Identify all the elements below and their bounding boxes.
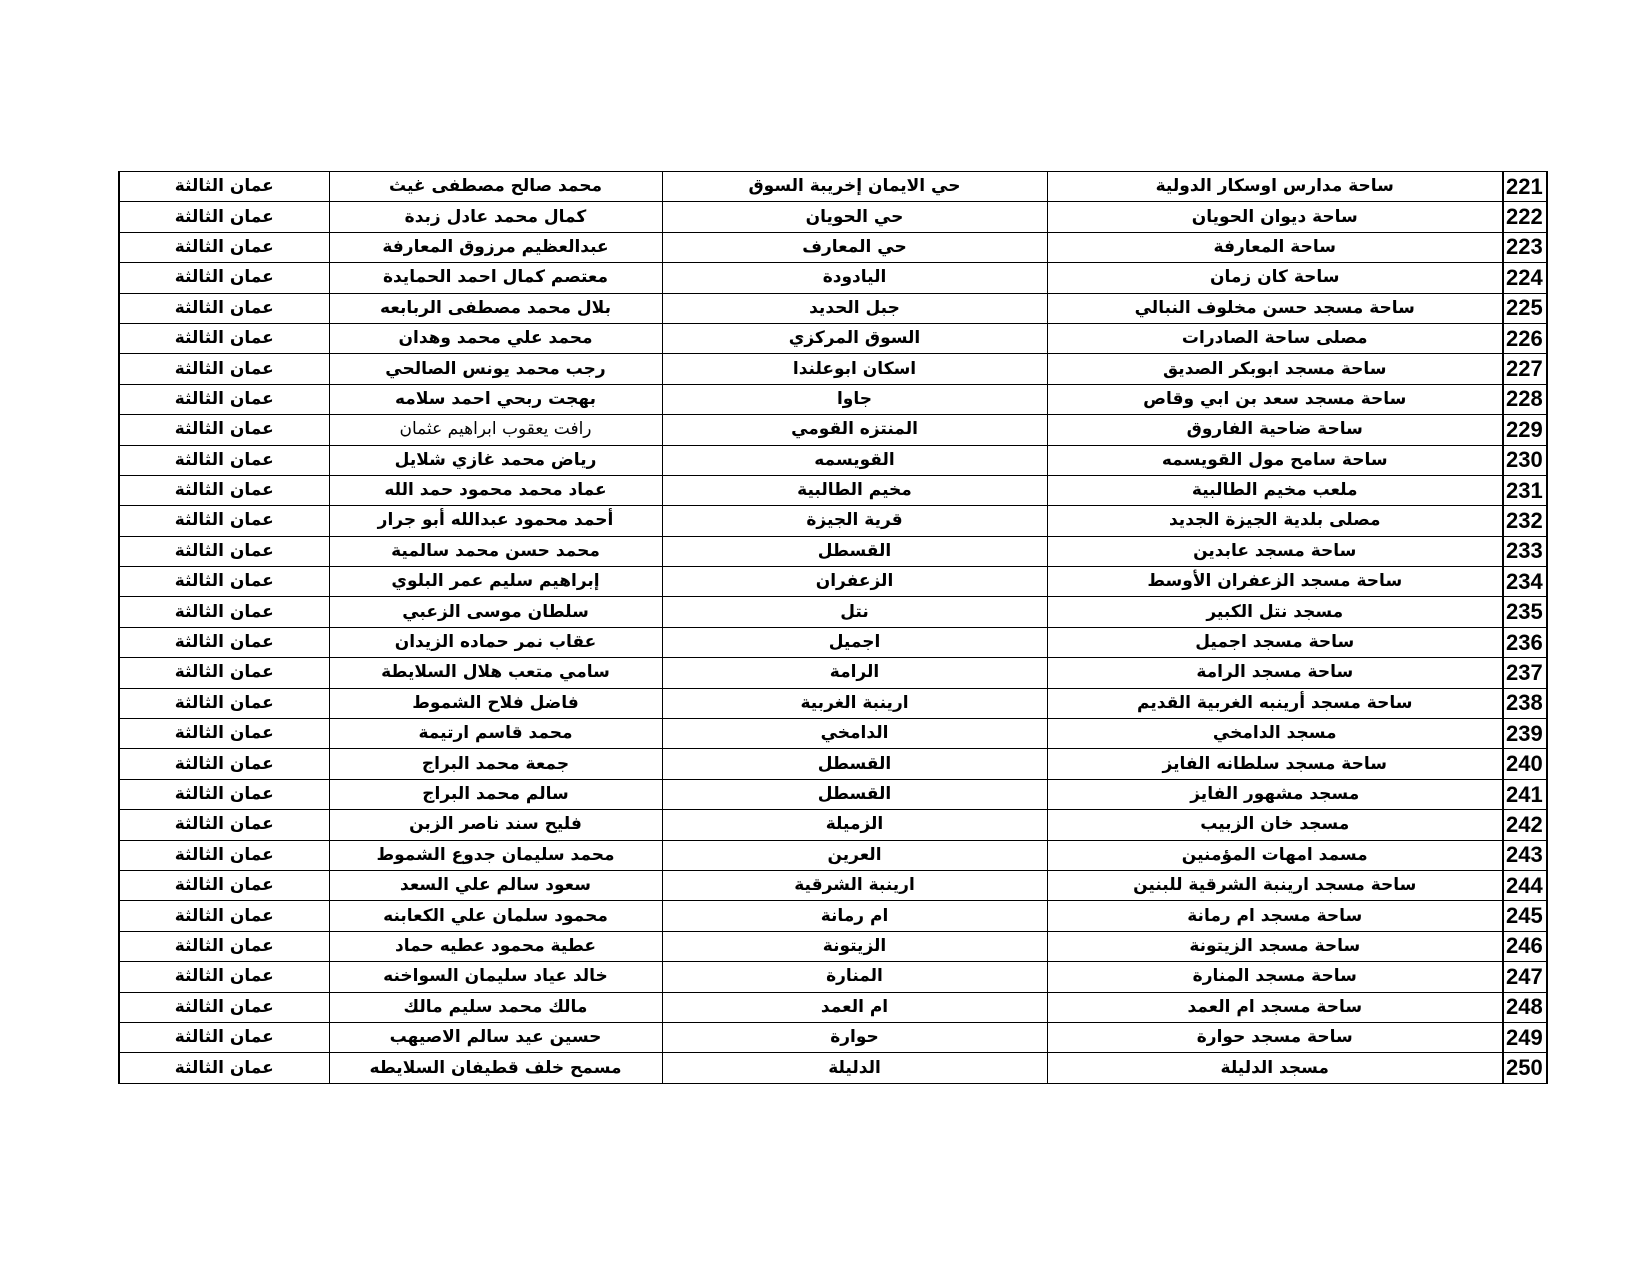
table-row [119,1053,1547,1083]
row-number: 227 [1503,354,1547,384]
location-cell: ساحة مسجد اجميل [1047,627,1503,657]
region-cell: عمان الثالثة [119,901,329,931]
area-cell: قرية الجيزة [662,506,1047,536]
name-cell: سامي متعب هلال السلايطة [329,658,662,688]
row-number: 246 [1503,931,1547,961]
row-number: 237 [1503,658,1547,688]
region-cell: عمان الثالثة [119,445,329,475]
location-cell: مصلى ساحة الصادرات [1047,323,1503,353]
table-row [119,1022,1547,1052]
region-cell: عمان الثالثة [119,779,329,809]
area-cell: حي الحويان [662,202,1047,232]
area-cell: المنتزه القومي [662,415,1047,445]
row-number: 245 [1503,901,1547,931]
location-cell: ساحة مسجد عابدين [1047,536,1503,566]
region-cell: عمان الثالثة [119,627,329,657]
table-row [119,810,1547,840]
table-row [119,323,1547,353]
row-number: 243 [1503,840,1547,870]
name-cell: أحمد محمود عبدالله أبو جرار [329,506,662,536]
row-number: 222 [1503,202,1547,232]
location-cell: ساحة مسجد ام العمد [1047,992,1503,1022]
location-cell: مسجد الدليلة [1047,1053,1503,1083]
area-cell: ارينبة الشرقية [662,870,1047,900]
region-cell: عمان الثالثة [119,1022,329,1052]
location-cell: ساحة مسجد ام رمانة [1047,901,1503,931]
table-row [119,384,1547,414]
area-cell: المنارة [662,962,1047,992]
name-cell: حسين عيد سالم الاصيهب [329,1022,662,1052]
area-cell: جبل الحديد [662,293,1047,323]
name-cell: رافت يعقوب ابراهيم عثمان [329,415,662,445]
region-cell: عمان الثالثة [119,475,329,505]
table-row [119,749,1547,779]
region-cell: عمان الثالثة [119,354,329,384]
table-row [119,293,1547,323]
row-number: 242 [1503,810,1547,840]
name-cell: محمد علي محمد وهدان [329,323,662,353]
area-cell: ارينبة الغربية [662,688,1047,718]
region-cell: عمان الثالثة [119,536,329,566]
region-cell: عمان الثالثة [119,688,329,718]
name-cell: محمود سلمان علي الكعابنه [329,901,662,931]
row-number: 249 [1503,1022,1547,1052]
location-cell: مسمد امهات المؤمنين [1047,840,1503,870]
area-cell: القسطل [662,779,1047,809]
location-cell: ساحة مسجد ابوبكر الصديق [1047,354,1503,384]
row-number: 239 [1503,719,1547,749]
name-cell: معتصم كمال احمد الحمايدة [329,263,662,293]
region-cell: عمان الثالثة [119,1053,329,1083]
location-cell: ساحة ديوان الحويان [1047,202,1503,232]
location-cell: ساحة مسجد حسن مخلوف النبالي [1047,293,1503,323]
row-number: 230 [1503,445,1547,475]
area-cell: حي المعارف [662,232,1047,262]
region-cell: عمان الثالثة [119,749,329,779]
locations-table [118,171,1548,1084]
area-cell: نتل [662,597,1047,627]
location-cell: مصلى بلدية الجيزة الجديد [1047,506,1503,536]
row-number: 228 [1503,384,1547,414]
location-cell: ساحة كان زمان [1047,263,1503,293]
area-cell: القويسمه [662,445,1047,475]
area-cell: الزيتونة [662,931,1047,961]
region-cell: عمان الثالثة [119,202,329,232]
name-cell: سلطان موسى الزعبي [329,597,662,627]
table-row [119,263,1547,293]
table-row [119,658,1547,688]
name-cell: عماد محمد محمود حمد الله [329,475,662,505]
location-cell: ساحة مسجد حوارة [1047,1022,1503,1052]
name-cell: بهجت ربحي احمد سلامه [329,384,662,414]
location-cell: ساحة المعارفة [1047,232,1503,262]
table-row [119,232,1547,262]
area-cell: جاوا [662,384,1047,414]
table-row [119,567,1547,597]
name-cell: سعود سالم علي السعد [329,870,662,900]
locations-table-body [119,172,1547,1084]
location-cell: مسجد الدامخي [1047,719,1503,749]
table-row [119,475,1547,505]
row-number: 238 [1503,688,1547,718]
area-cell: اليادودة [662,263,1047,293]
name-cell: عبدالعظيم مرزوق المعارفة [329,232,662,262]
region-cell: عمان الثالثة [119,506,329,536]
location-cell: ساحة مسجد سلطانه الفايز [1047,749,1503,779]
location-cell: مسجد نتل الكبير [1047,597,1503,627]
name-cell: عقاب نمر حماده الزيدان [329,627,662,657]
area-cell: الدليلة [662,1053,1047,1083]
name-cell: محمد حسن محمد سالمية [329,536,662,566]
area-cell: اجميل [662,627,1047,657]
location-cell: ساحة مسجد سعد بن ابي وقاص [1047,384,1503,414]
region-cell: عمان الثالثة [119,323,329,353]
table-row [119,597,1547,627]
row-number: 241 [1503,779,1547,809]
table-row [119,779,1547,809]
table-row [119,172,1547,202]
area-cell: الزميلة [662,810,1047,840]
table-row [119,445,1547,475]
row-number: 240 [1503,749,1547,779]
region-cell: عمان الثالثة [119,567,329,597]
name-cell: خالد عياد سليمان السواخنه [329,962,662,992]
name-cell: بلال محمد مصطفى الربابعه [329,293,662,323]
name-cell: كمال محمد عادل زبدة [329,202,662,232]
row-number: 232 [1503,506,1547,536]
name-cell: فليح سند ناصر الزبن [329,810,662,840]
row-number: 223 [1503,232,1547,262]
row-number: 229 [1503,415,1547,445]
area-cell: الدامخي [662,719,1047,749]
table-row [119,962,1547,992]
row-number: 244 [1503,870,1547,900]
location-cell: ساحة سامح مول القويسمه [1047,445,1503,475]
area-cell: ام رمانة [662,901,1047,931]
region-cell: عمان الثالثة [119,870,329,900]
location-cell: ملعب مخيم الطالبية [1047,475,1503,505]
table-row [119,202,1547,232]
location-cell: ساحة مسجد الزيتونة [1047,931,1503,961]
region-cell: عمان الثالثة [119,840,329,870]
region-cell: عمان الثالثة [119,719,329,749]
name-cell: إبراهيم سليم عمر البلوي [329,567,662,597]
table-row [119,840,1547,870]
name-cell: عطية محمود عطيه حماد [329,931,662,961]
location-cell: ساحة مسجد ارينبة الشرقية للبنين [1047,870,1503,900]
name-cell: محمد سليمان جدوع الشموط [329,840,662,870]
table-row [119,931,1547,961]
region-cell: عمان الثالثة [119,232,329,262]
name-cell: مالك محمد سليم مالك [329,992,662,1022]
area-cell: اسكان ابوعلندا [662,354,1047,384]
table-row [119,415,1547,445]
area-cell: الزعفران [662,567,1047,597]
name-cell: سالم محمد البراج [329,779,662,809]
table-row [119,870,1547,900]
region-cell: عمان الثالثة [119,263,329,293]
area-cell: ام العمد [662,992,1047,1022]
region-cell: عمان الثالثة [119,293,329,323]
row-number: 224 [1503,263,1547,293]
location-cell: ساحة مسجد المنارة [1047,962,1503,992]
area-cell: الرامة [662,658,1047,688]
row-number: 236 [1503,627,1547,657]
region-cell: عمان الثالثة [119,962,329,992]
area-cell: حوارة [662,1022,1047,1052]
location-cell: ساحة مسجد الرامة [1047,658,1503,688]
row-number: 234 [1503,567,1547,597]
location-cell: مسجد خان الزبيب [1047,810,1503,840]
row-number: 247 [1503,962,1547,992]
area-cell: العرين [662,840,1047,870]
region-cell: عمان الثالثة [119,810,329,840]
location-cell: ساحة مسجد الزعفران الأوسط [1047,567,1503,597]
area-cell: القسطل [662,536,1047,566]
row-number: 248 [1503,992,1547,1022]
row-number: 231 [1503,475,1547,505]
region-cell: عمان الثالثة [119,597,329,627]
region-cell: عمان الثالثة [119,992,329,1022]
table-row [119,992,1547,1022]
row-number: 226 [1503,323,1547,353]
table-row [119,354,1547,384]
location-cell: مسجد مشهور الفايز [1047,779,1503,809]
location-cell: ساحة مدارس اوسكار الدولية [1047,172,1503,202]
table-row [119,719,1547,749]
region-cell: عمان الثالثة [119,415,329,445]
area-cell: السوق المركزي [662,323,1047,353]
row-number: 235 [1503,597,1547,627]
table-row [119,901,1547,931]
area-cell: حي الايمان إخريبة السوق [662,172,1047,202]
table-row [119,688,1547,718]
row-number: 250 [1503,1053,1547,1083]
name-cell: محمد صالح مصطفى غيث [329,172,662,202]
region-cell: عمان الثالثة [119,172,329,202]
table-row [119,627,1547,657]
table-row [119,506,1547,536]
table-row [119,536,1547,566]
region-cell: عمان الثالثة [119,384,329,414]
name-cell: مسمح خلف قطيفان السلايطه [329,1053,662,1083]
name-cell: رياض محمد غازي شلايل [329,445,662,475]
location-cell: ساحة ضاحية الفاروق [1047,415,1503,445]
name-cell: محمد قاسم ارتيمة [329,719,662,749]
region-cell: عمان الثالثة [119,931,329,961]
row-number: 233 [1503,536,1547,566]
row-number: 221 [1503,172,1547,202]
area-cell: القسطل [662,749,1047,779]
region-cell: عمان الثالثة [119,658,329,688]
location-cell: ساحة مسجد أرينبه الغربية القديم [1047,688,1503,718]
name-cell: جمعة محمد البراج [329,749,662,779]
row-number: 225 [1503,293,1547,323]
name-cell: رجب محمد يونس الصالحي [329,354,662,384]
area-cell: مخيم الطالبية [662,475,1047,505]
name-cell: فاضل فلاح الشموط [329,688,662,718]
